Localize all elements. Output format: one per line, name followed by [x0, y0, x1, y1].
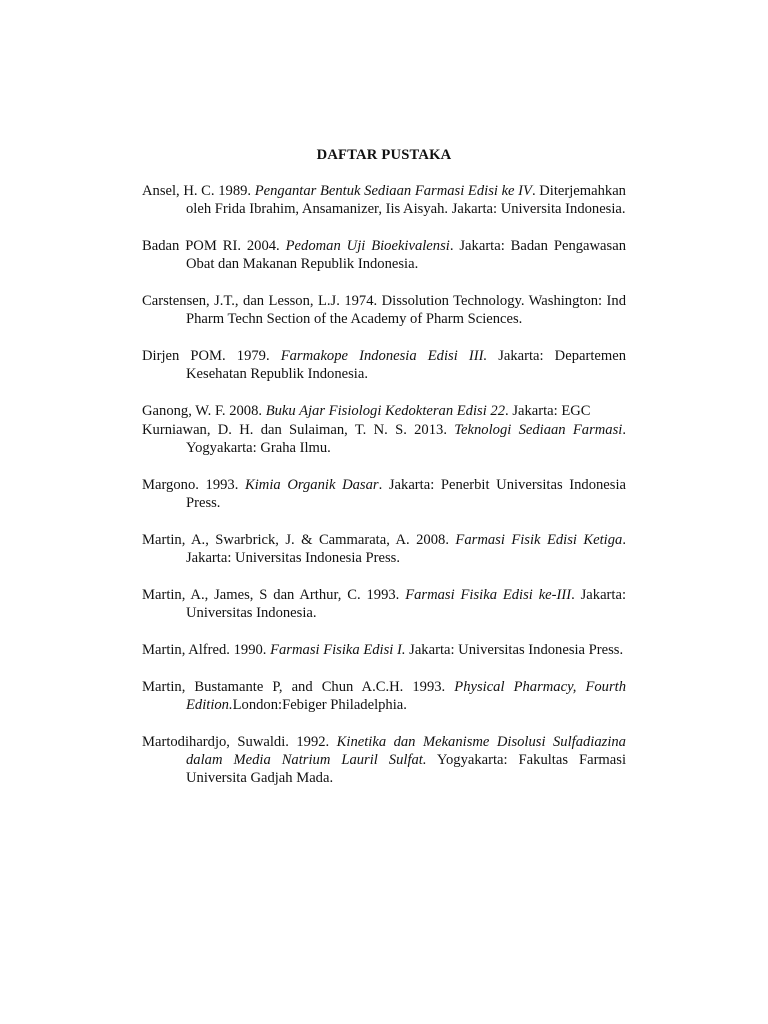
reference-title: Buku Ajar Fisiologi Kedokteran Edisi 22 — [265, 403, 506, 419]
reference-authors: Martin, A., Swarbrick, J. & Cammarata, A. 2008. — [142, 532, 449, 548]
reference-item — [142, 347, 626, 383]
reference-item — [142, 641, 626, 659]
reference-title: Pengantar Bentuk Sediaan Farmasi Edisi ke IV — [254, 183, 532, 199]
reference-publisher: Yogyakarta: Fakultas Farmasi Universita Gadjah Mada. — [186, 752, 626, 786]
reference-authors: Dirjen POM. 1979. — [142, 348, 270, 364]
reference-publisher: Jakarta: Universitas Indonesia Press. — [405, 642, 624, 658]
reference-publisher: . Yogyakarta: Graha Ilmu. — [186, 422, 626, 456]
reference-publisher: . Jakarta: Penerbit Universitas Indonesia Press. — [186, 477, 626, 511]
reference-title: Farmasi Fisik Edisi Ketiga — [455, 532, 623, 548]
reference-item — [142, 476, 626, 512]
reference-publisher: . Jakarta: Badan Pengawasan Obat dan Makanan Republik Indonesia. — [186, 238, 626, 272]
reference-title: Physical Pharmacy, Fourth Edition. — [186, 679, 626, 713]
reference-item — [142, 292, 626, 328]
reference-item — [142, 586, 626, 622]
reference-authors: Martodihardjo, Suwaldi. 1992. — [142, 734, 330, 750]
reference-authors: Kurniawan, D. H. dan Sulaiman, T. N. S. 2013. — [142, 422, 447, 438]
reference-publisher: . Jakarta: EGC — [505, 403, 591, 419]
reference-item — [142, 733, 626, 787]
reference-title: Farmakope Indonesia Edisi III. — [280, 348, 488, 364]
reference-item — [142, 678, 626, 714]
reference-title: Farmasi Fisika Edisi I. — [270, 642, 406, 658]
reference-item — [142, 402, 626, 420]
reference-authors: Martin, Alfred. 1990. — [142, 642, 267, 658]
reference-authors: Badan POM RI. 2004. — [142, 238, 280, 254]
reference-title: Farmasi Fisika Edisi ke-III — [405, 587, 572, 603]
reference-title: Pedoman Uji Bioekivalensi — [285, 238, 450, 254]
reference-item — [142, 531, 626, 567]
reference-title: Kimia Organik Dasar — [245, 477, 379, 493]
reference-title: Teknologi Sediaan Farmasi — [454, 422, 623, 438]
reference-authors: Carstensen, J.T., dan Lesson, L.J. 1974. Dissolution Technology. Washington: Ind Pharm Techn Section of the Academy of Pharm Sciences. — [142, 293, 626, 327]
reference-authors: Martin, A., James, S dan Arthur, C. 1993. — [142, 587, 400, 603]
reference-item — [142, 421, 626, 457]
reference-title: Kinetika dan Mekanisme Disolusi Sulfadiazina dalam Media Natrium Lauril Sulfat. — [186, 734, 626, 768]
reference-authors: Ganong, W. F. 2008. — [142, 403, 263, 419]
reference-publisher: London:Febiger Philadelphia. — [232, 697, 407, 713]
reference-authors: Ansel, H. C. 1989. — [142, 183, 252, 199]
reference-item — [142, 237, 626, 273]
reference-list — [142, 182, 626, 806]
reference-publisher: Jakarta: Departemen Kesehatan Republik Indonesia. — [186, 348, 626, 382]
reference-publisher: . Jakarta: Universitas Indonesia Press. — [186, 532, 626, 566]
reference-publisher: . Jakarta: Universitas Indonesia. — [186, 587, 626, 621]
reference-publisher: . Diterjemahkan oleh Frida Ibrahim, Ansamanizer, Iis Aisyah. Jakarta: Universita Indonesia. — [186, 183, 626, 217]
reference-authors: Margono. 1993. — [142, 477, 239, 493]
reference-item — [142, 182, 626, 218]
page-title: DAFTAR PUSTAKA — [316, 147, 452, 163]
reference-authors: Martin, Bustamante P, and Chun A.C.H. 1993. — [142, 679, 446, 695]
